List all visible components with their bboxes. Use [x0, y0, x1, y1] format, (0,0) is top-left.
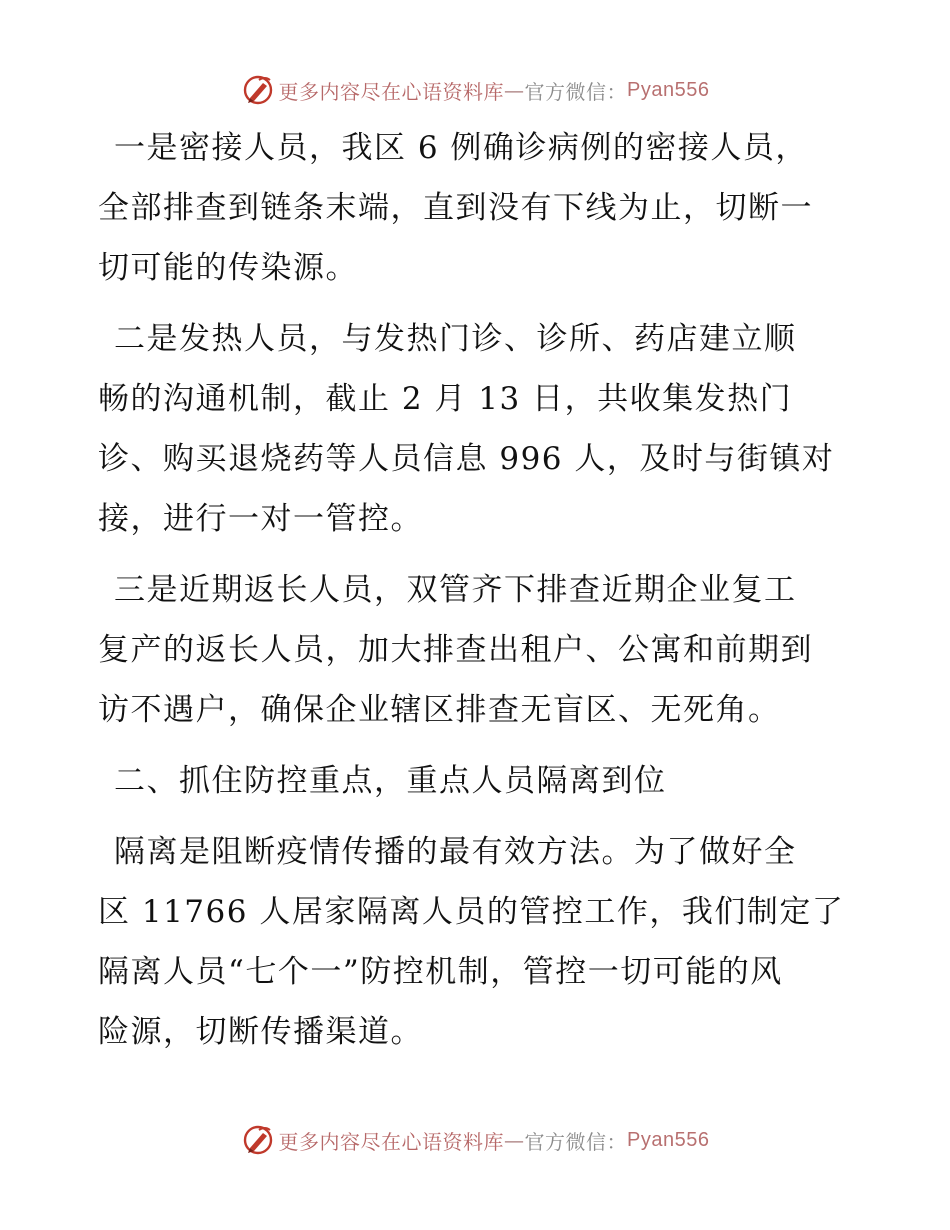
watermark-dash: — — [504, 78, 525, 102]
header-watermark — [0, 70, 950, 110]
watermark-wechat-id: Pyan556 — [627, 1128, 710, 1151]
paragraph-close-contacts: 一是密接人员，我区 6 例确诊病例的密接人员， 全部排查到链条末端，直到没有下线为止，切断一 切可能的传染源。 — [98, 130, 813, 286]
paragraph-isolation: 隔离是阻断疫情传播的最有效方法。为了做好全 区 11766 人居家隔离人员的管控工作，我们制定了 隔离人员“七个一”防控机制，管控一切可能的风 险源，切断传播渠道。 — [98, 834, 845, 1050]
paragraph-fever-patients: 二是发热人员，与发热门诊、诊所、药店建立顺 畅的沟通机制，截止 2 月 13 日，共收集发热门 诊、购买退烧药等人员信息 996 人，及时与街镇对 接，进行一对一管控。 — [98, 321, 835, 537]
watermark-dash: — — [504, 1128, 525, 1152]
watermark-main-text: 更多内容尽在心语资料库 — [278, 79, 505, 104]
paragraph-returnees: 三是近期返长人员，双管齐下排查近期企业复工 复产的返长人员，加大排查出租户、公寓和前期到 访不遇户，确保企业辖区排查无盲区、无死角。 — [98, 572, 813, 728]
watermark-wechat-id: Pyan556 — [627, 78, 710, 101]
footer-watermark — [0, 1120, 950, 1160]
watermark-label: 官方微信： — [524, 79, 628, 104]
document-body — [98, 118, 858, 1073]
pen-logo-icon — [241, 1123, 275, 1157]
pen-logo-icon — [241, 73, 275, 107]
watermark-main-text: 更多内容尽在心语资料库 — [278, 1129, 505, 1154]
watermark-label: 官方微信： — [524, 1129, 628, 1154]
section-heading: 二、抓住防控重点，重点人员隔离到位 — [114, 763, 667, 799]
